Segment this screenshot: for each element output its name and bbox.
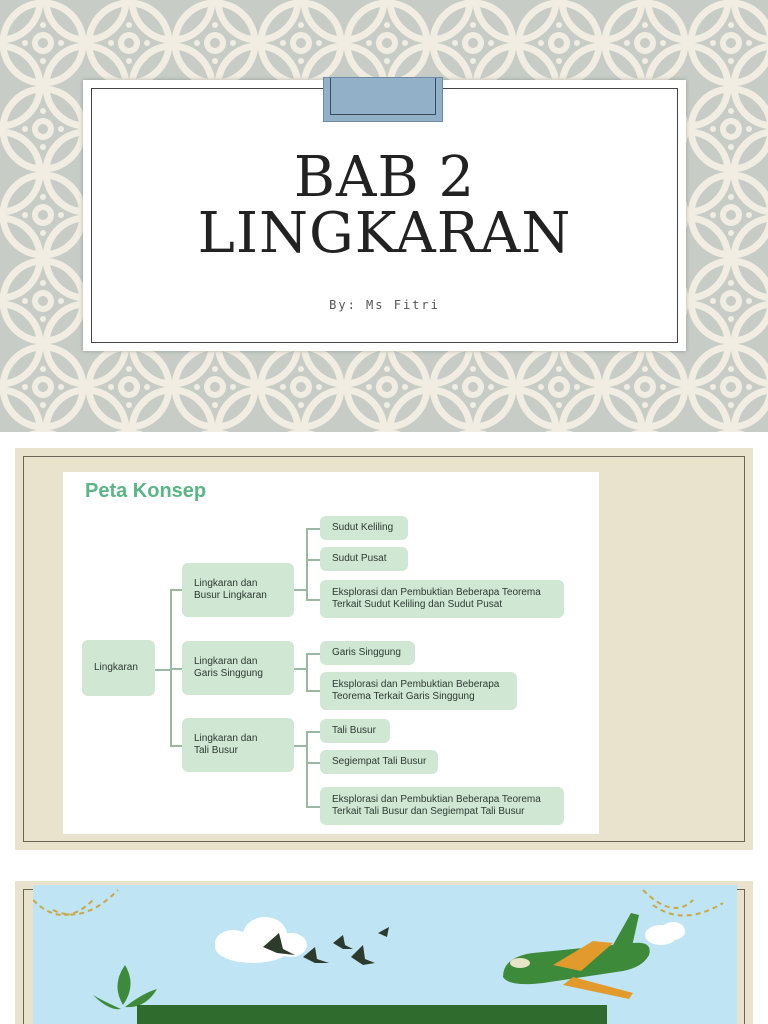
concept-branch-garis-singgung: Lingkaran dan Garis Singgung bbox=[182, 641, 294, 695]
bunting-right bbox=[653, 903, 723, 916]
concept-leaf: Segiempat Tali Busur bbox=[320, 750, 438, 774]
cloud-small-icon bbox=[645, 922, 685, 945]
title-line-2: LINGKARAN bbox=[197, 201, 572, 266]
concept-branch-tali-busur: Lingkaran dan Tali Busur bbox=[182, 718, 294, 772]
decorative-tab bbox=[323, 77, 443, 122]
concept-map-slide bbox=[15, 448, 753, 850]
airplane-icon bbox=[503, 913, 650, 999]
concept-leaf: Sudut Keliling bbox=[320, 516, 408, 540]
sky-background bbox=[33, 885, 737, 1024]
slide-title bbox=[83, 145, 686, 266]
concept-leaf: Eksplorasi dan Pembuktian Beberapa Teorema Terkait Garis Singgung bbox=[320, 672, 517, 710]
title-slide bbox=[0, 0, 768, 432]
plant-icon bbox=[93, 965, 157, 1009]
concept-map-heading: Peta Konsep bbox=[85, 480, 207, 502]
slide-subtitle: By: Ms Fitri bbox=[329, 298, 440, 312]
cloud-icon bbox=[215, 917, 307, 963]
concept-leaf: Sudut Pusat bbox=[320, 547, 408, 571]
title-card bbox=[83, 80, 686, 351]
green-banner bbox=[137, 1005, 607, 1024]
illustration-slide bbox=[15, 881, 753, 1024]
concept-leaf: Eksplorasi dan Pembuktian Beberapa Teorema Terkait Sudut Keliling dan Sudut Pusat bbox=[320, 580, 564, 618]
illustration-scene bbox=[33, 885, 737, 1024]
concept-leaf: Tali Busur bbox=[320, 719, 390, 743]
concept-root: Lingkaran bbox=[82, 640, 155, 696]
concept-leaf: Garis Singgung bbox=[320, 641, 415, 665]
title-line-1: BAB 2 bbox=[293, 145, 476, 210]
concept-branch-busur: Lingkaran dan Busur Lingkaran bbox=[182, 563, 294, 617]
concept-leaf: Eksplorasi dan Pembuktian Beberapa Teorema Terkait Tali Busur dan Segiempat Tali Busur bbox=[320, 787, 564, 825]
concept-map-image bbox=[63, 472, 599, 834]
